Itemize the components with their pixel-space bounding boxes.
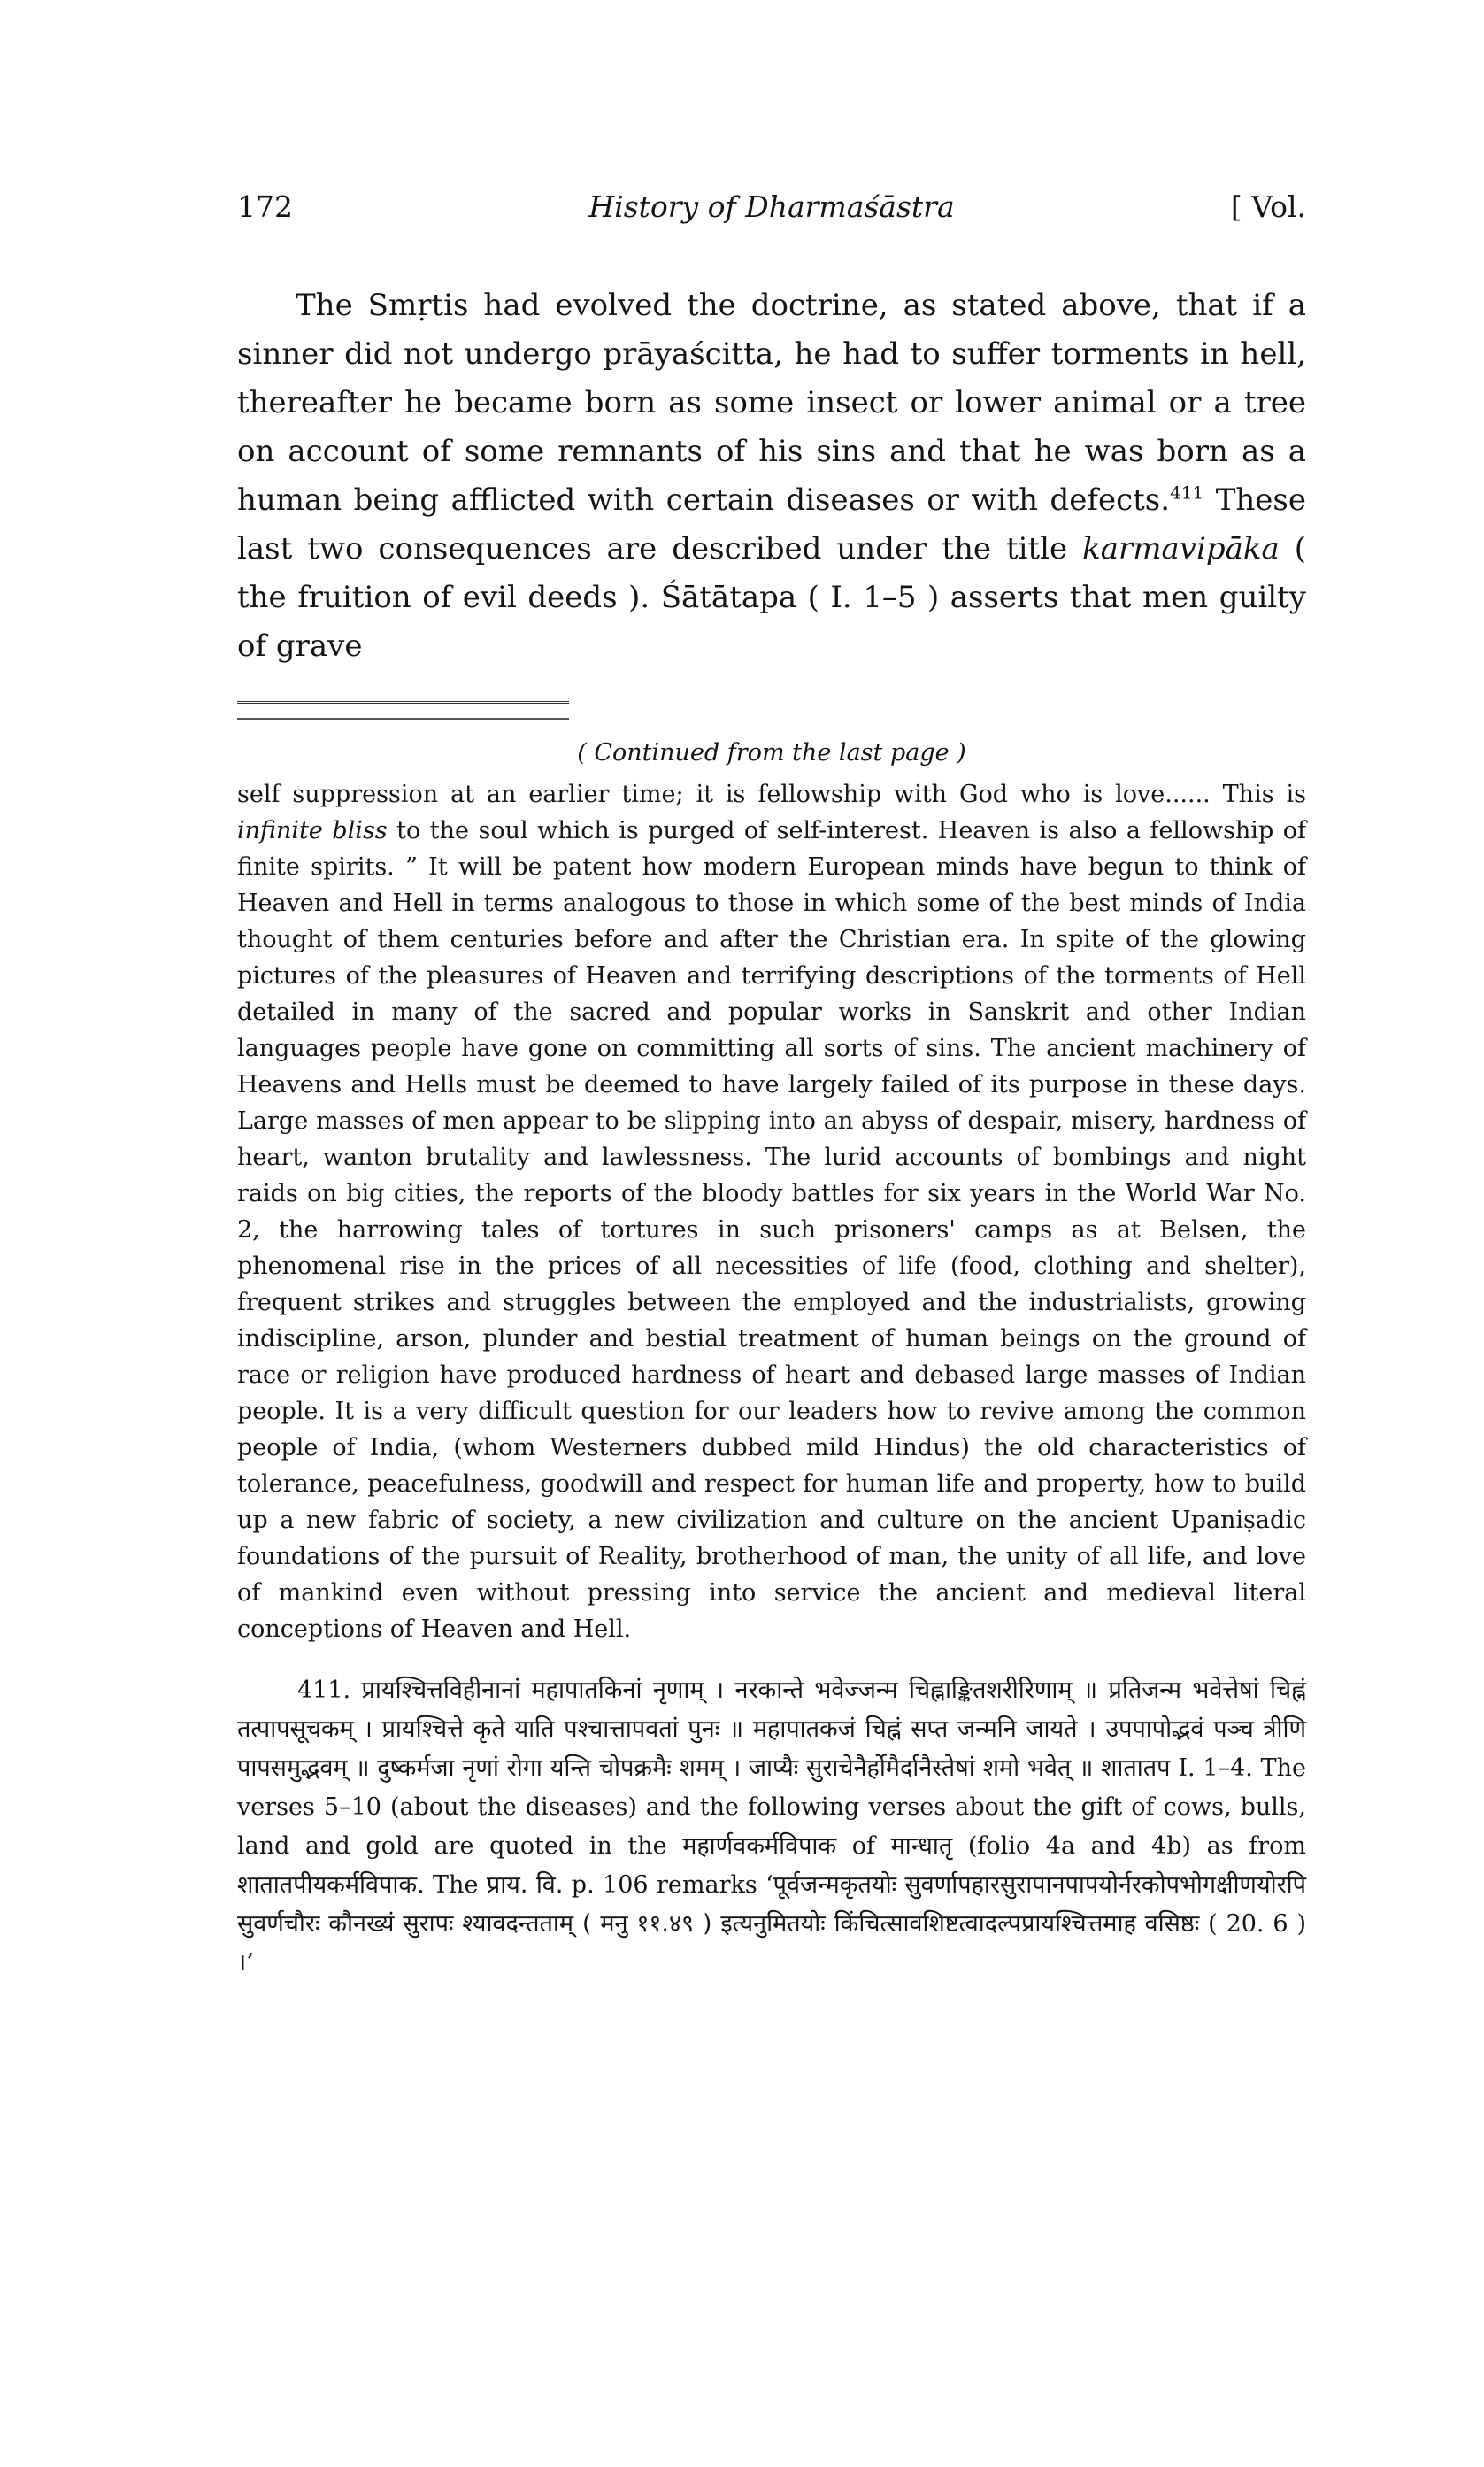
- footnote-411: [237, 1671, 1306, 1983]
- footnote-continued-text: [237, 776, 1306, 1647]
- footnote-separator-rule: [237, 701, 569, 720]
- book-page: [237, 182, 1306, 2007]
- note-text-3: (folio 4a and 4b) as from: [952, 1832, 1306, 1860]
- footnote-text-b: to the soul which is purged of self-interest. Heaven is also a fellowship of finite spirits. ” It will be patent how modern European minds have begun to think of Heaven and Hell in terms analogous to those in which some of the best minds of India thought of them centuries before and after the Christian era. In spite of the glowing pictures of the pleasures of Heaven and terrifying descriptions of the torments of Hell detailed in many of the sacred and popular works in Sanskrit and other Indian languages people have gone on committing all sorts of sins. The ancient machinery of Heavens and Hells must be deemed to have largely failed of its purpose in these days. Large masses of men appear to be slipping into an abyss of despair, misery, hardness of heart, wanton brutality and lawlessness. The lurid accounts of bombings and night raids on big cities, the reports of the bloody battles for six years in the World War No. 2, the harrowing tales of tortures in such prisoners' camps as at Belsen, the phenomenal rise in the prices of all necessities of life (food, clothing and shelter), frequent strikes and struggles between the employed and the industrialists, growing indiscipline, arson, plunder and bestial treatment of human beings on the ground of race or religion have produced hardness of heart and debased large masses of Indian people. It is a very difficult question for our leaders how to revive among the common people of India, (whom Westerners dubbed mild Hindus) the old characteristics of tolerance, peacefulness, goodwill and respect for human life and property, how to build up a new fabric of society, a new civilization and culture on the ancient Upaniṣadic foundations of the pursuit of Reality, brotherhood of man, the unity of all life, and love of mankind even without pressing into service the ancient and medieval literal conceptions of Heaven and Hell.: [237, 817, 1306, 1643]
- term-karmavipaka: karmavipāka: [1082, 531, 1280, 567]
- sanskrit-quote: पूर्वजन्मकृतयोः सुवर्णापहारसुरापानपापयोर्नरकोपभोगक्षीणयोरपि सुवर्णचौरः कौनख्यं सुरापः श्यावदन्तताम् ( मनु ११.४९ ) इत्यनुमितयोः किंचित्सावशिष्टत्वादल्पप्रायश्चित्तमाह वसिष्ठः: [237, 1871, 1306, 1938]
- sanskrit-title-2: शातातपीयकर्मविपाक: [237, 1871, 418, 1899]
- page-number: 172: [237, 189, 293, 224]
- note-text-1: I. 1–4. The verses 5–10 (about the diseases) and the following verses about the gift of cows, bulls, land and gold are quoted in the: [237, 1754, 1307, 1860]
- sanskrit-abbrev: प्राय. वि.: [486, 1871, 564, 1899]
- running-title: History of Dharmaśāstra: [588, 189, 955, 224]
- running-header: [237, 182, 1306, 235]
- sanskrit-author: मान्धातृ: [890, 1832, 953, 1860]
- main-text-part3: ( the fruition of evil deeds ). Śātātapa ( I. 1–5 ) asserts that men guilty of grave: [237, 531, 1306, 664]
- footnote-text-a: self suppression at an earlier time; it is fellowship with God who is love...... This is: [237, 781, 1306, 808]
- sanskrit-verse-1: प्रायश्चित्तविहीनानां महापातकिनां नृणाम् । नरकान्ते भवेज्जन्म चिह्नाङ्कितशरीरिणाम् ॥ प्रतिजन्म भवेत्तेषां चिह्नं तत्पापसूचकम् । प्रायश्चित्ते कृते याति पश्चात्तापवतां पुनः ॥ महापातकजं चिह्नं सप्त जन्मनि जायते । उपपापोद्भवं पञ्च त्रीणि पापसमुद्भवम् ॥ दुष्कर्मजा नृणां रोगा यन्ति चोपक्रमैः शमम् । जाप्यैः सुराचेनैर्होमैर्दानैस्तेषां शमो भवेत् ॥ शातातप: [237, 1677, 1306, 1782]
- footnote-italic-phrase: infinite bliss: [237, 817, 388, 844]
- main-text-part1: The Smṛtis had evolved the doctrine, as stated above, that if a sinner did not undergo prāyaścitta, he had to suffer torments in hell, thereafter he became born as some insect or lower animal or a tree on account of some remnants of his sins and that he was born as a human being afflicted with certain diseases or with defects.: [237, 288, 1306, 518]
- main-text-part2: These last two consequences are described under the title: [237, 482, 1306, 567]
- note-text-6: ( 20. 6 ) ।’: [237, 1910, 1306, 1977]
- footnote-411-number: 411.: [297, 1677, 351, 1704]
- note-text-5: p. 106 remarks ‘: [563, 1871, 773, 1899]
- main-paragraph: [237, 281, 1306, 671]
- note-text-4: . The: [417, 1871, 487, 1899]
- volume-label: [ Vol.: [1230, 189, 1306, 224]
- footnote-continued-heading: ( Continued from the last page ): [577, 739, 966, 767]
- note-text-2: of: [836, 1832, 891, 1860]
- footnote-reference[interactable]: 411: [1170, 482, 1204, 504]
- sanskrit-title-1: महार्णवकर्मविपाक: [682, 1832, 837, 1860]
